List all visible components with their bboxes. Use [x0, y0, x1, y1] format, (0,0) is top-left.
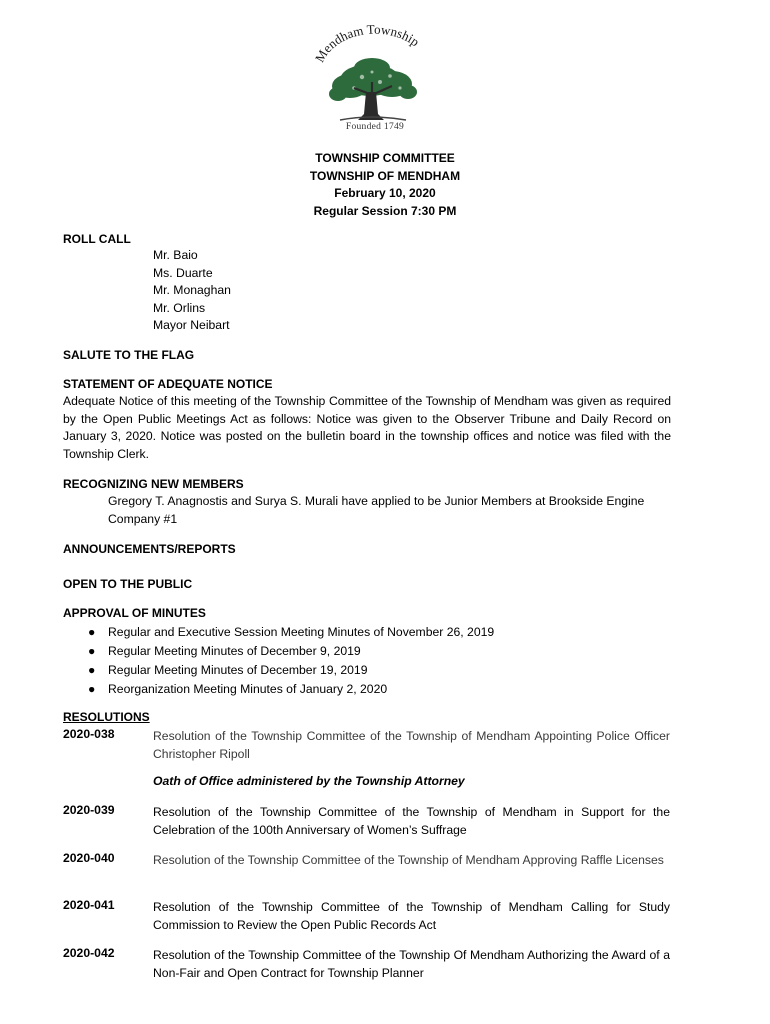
- list-item: [82, 623, 494, 642]
- bullet-icon: ●: [88, 625, 96, 639]
- list-item: [82, 680, 494, 699]
- resolution-number: 2020-042: [63, 946, 115, 960]
- resolution-text: Resolution of the Township Committee of the Township Of Mendham Authorizing the Award of a Non-Fair and Open Contract for Township Planner: [153, 948, 670, 980]
- resolution-text: Resolution of the Township Committee of the Township of Mendham in Support for the Celebration of the 100th Anniversary of Women’s Suffrage: [153, 805, 670, 837]
- resolution-text: Resolution of the Township Committee of the Township of Mendham Approving Raffle Licenses: [153, 853, 664, 867]
- resolutions-heading: RESOLUTIONS: [63, 710, 150, 724]
- resolution-number: 2020-038: [63, 727, 115, 741]
- new-members-text: Gregory T. Anagnostis and Surya S. Murali have applied to be Junior Members at Brookside Engine Company #1: [108, 494, 645, 526]
- roll-call-heading: ROLL CALL: [63, 232, 131, 246]
- list-item: [82, 642, 494, 661]
- bullet-icon: ●: [88, 682, 96, 696]
- salute-heading: SALUTE TO THE FLAG: [63, 348, 195, 362]
- session-time: Regular Session 7:30 PM: [313, 203, 457, 218]
- notice-text: Adequate Notice of this meeting of the Township Committee of the Township of Mendham was given as required by the Open Public Meetings Act as follows: Notice was given to the Observer Tribune and Daily Record on January 3, 2020. Notice was posted on the bulletin board in the township offices and notice was filed with the Township Clerk.: [63, 394, 671, 461]
- roll-call-member: Mr. Monaghan: [153, 283, 231, 297]
- meeting-date: February 10, 2020: [334, 186, 436, 200]
- svg-text:Mendham Township: Mendham Township: [311, 22, 423, 65]
- roll-call-member: Mayor Neibart: [153, 318, 230, 332]
- minutes-item-label: Regular Meeting Minutes of December 19, 2019: [108, 663, 368, 677]
- header-block: [235, 150, 535, 220]
- roll-call-member: Ms. Duarte: [153, 265, 213, 280]
- oath-note: Oath of Office administered by the Township Attorney: [153, 774, 465, 788]
- minutes-item-label: Reorganization Meeting Minutes of January 2, 2020: [108, 682, 388, 696]
- new-members-heading: RECOGNIZING NEW MEMBERS: [63, 477, 244, 491]
- resolution-number: 2020-041: [63, 898, 115, 912]
- roll-call-member: Mr. Baio: [153, 248, 198, 262]
- resolution-text: Resolution of the Township Committee of the Township of Mendham Calling for Study Commission to Review the Open Public Records Act: [153, 900, 670, 932]
- announcements-heading: ANNOUNCEMENTS/REPORTS: [63, 542, 236, 556]
- committee-title: TOWNSHIP COMMITTEE: [315, 151, 455, 165]
- bullet-icon: ●: [88, 663, 96, 677]
- township-logo: [310, 22, 440, 140]
- township-title: TOWNSHIP OF MENDHAM: [309, 168, 461, 183]
- bullet-icon: ●: [88, 644, 96, 658]
- roll-call-list: [153, 247, 231, 335]
- minutes-item-label: Regular and Executive Session Meeting Minutes of November 26, 2019: [108, 625, 495, 639]
- resolution-number: 2020-040: [63, 851, 115, 865]
- open-public-heading: OPEN TO THE PUBLIC: [63, 577, 193, 591]
- resolution-number: 2020-039: [63, 803, 115, 817]
- resolution-text: Resolution of the Township Committee of the Township of Mendham Appointing Police Officer Christopher Ripoll: [153, 729, 670, 761]
- roll-call-member: Mr. Orlins: [153, 300, 206, 315]
- notice-heading: STATEMENT OF ADEQUATE NOTICE: [63, 377, 273, 391]
- minutes-heading: APPROVAL OF MINUTES: [63, 606, 206, 620]
- founded-text: Founded 1749: [345, 122, 405, 132]
- minutes-list: [82, 623, 494, 699]
- minutes-item-label: Regular Meeting Minutes of December 9, 2019: [108, 644, 361, 658]
- list-item: [82, 661, 494, 680]
